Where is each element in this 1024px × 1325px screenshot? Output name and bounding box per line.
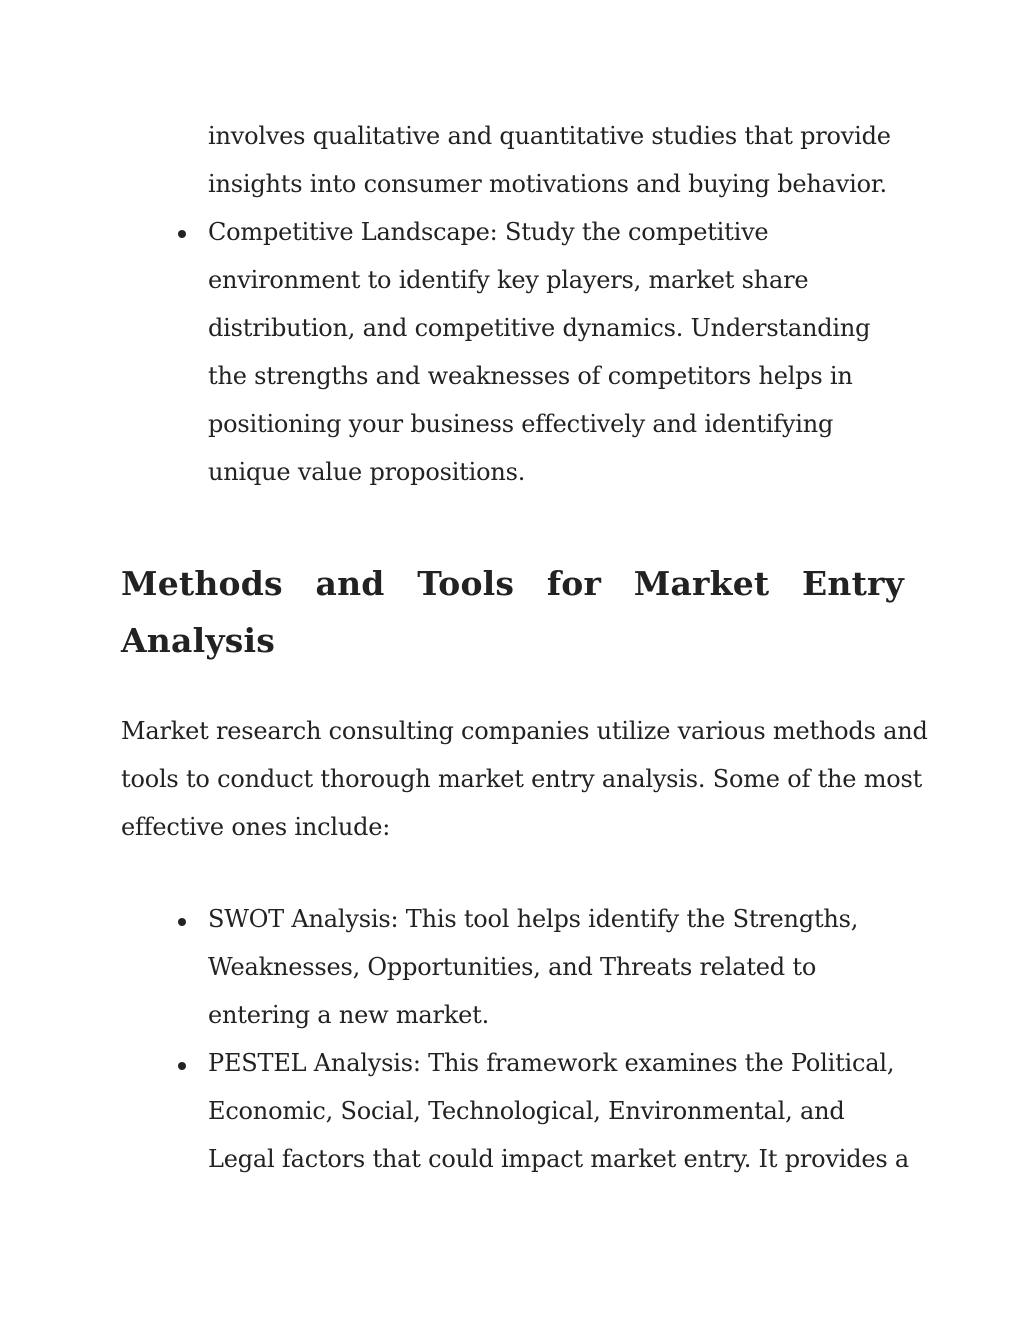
competitive-landscape-line-4: the strengths and weaknesses of competitors helps in — [208, 362, 853, 390]
intro-paragraph-line-3: effective ones include: — [121, 813, 391, 841]
swot-line-3: entering a new market. — [208, 1001, 490, 1029]
heading-word: Entry — [802, 564, 904, 603]
list-item-continuation-line-2: insights into consumer motivations and buying behavior. — [208, 170, 887, 198]
intro-paragraph-line-2: tools to conduct thorough market entry analysis. Some of the most — [121, 765, 923, 793]
competitive-landscape-line-3: distribution, and competitive dynamics. Understanding — [208, 314, 871, 342]
section-heading-line-1 — [121, 555, 904, 613]
bullet-swot — [178, 918, 186, 926]
competitive-landscape-line-6: unique value propositions. — [208, 458, 526, 486]
list-item-continuation-line-1: involves qualitative and quantitative studies that provide — [208, 122, 891, 150]
competitive-landscape-line-5: positioning your business effectively and identifying — [208, 410, 834, 438]
bullet-competitive-landscape — [178, 230, 186, 238]
pestel-line-3: Legal factors that could impact market entry. It provides a — [208, 1145, 910, 1173]
swot-line-1: SWOT Analysis: This tool helps identify the Strengths, — [208, 905, 859, 933]
heading-word: Tools — [417, 564, 515, 603]
competitive-landscape-line-2: environment to identify key players, market share — [208, 266, 809, 294]
competitive-landscape-line-1: Competitive Landscape: Study the competitive — [208, 218, 769, 246]
intro-paragraph-line-1: Market research consulting companies utilize various methods and — [121, 717, 928, 745]
heading-word: Market — [633, 564, 770, 603]
heading-word: for — [546, 564, 602, 603]
swot-line-2: Weaknesses, Opportunities, and Threats related to — [208, 953, 817, 981]
heading-word: and — [315, 564, 385, 603]
heading-word: Methods — [121, 564, 283, 603]
section-heading-line-2: Analysis — [121, 621, 275, 660]
pestel-line-2: Economic, Social, Technological, Environmental, and — [208, 1097, 845, 1125]
bullet-pestel — [178, 1062, 186, 1070]
pestel-line-1: PESTEL Analysis: This framework examines the Political, — [208, 1049, 895, 1077]
